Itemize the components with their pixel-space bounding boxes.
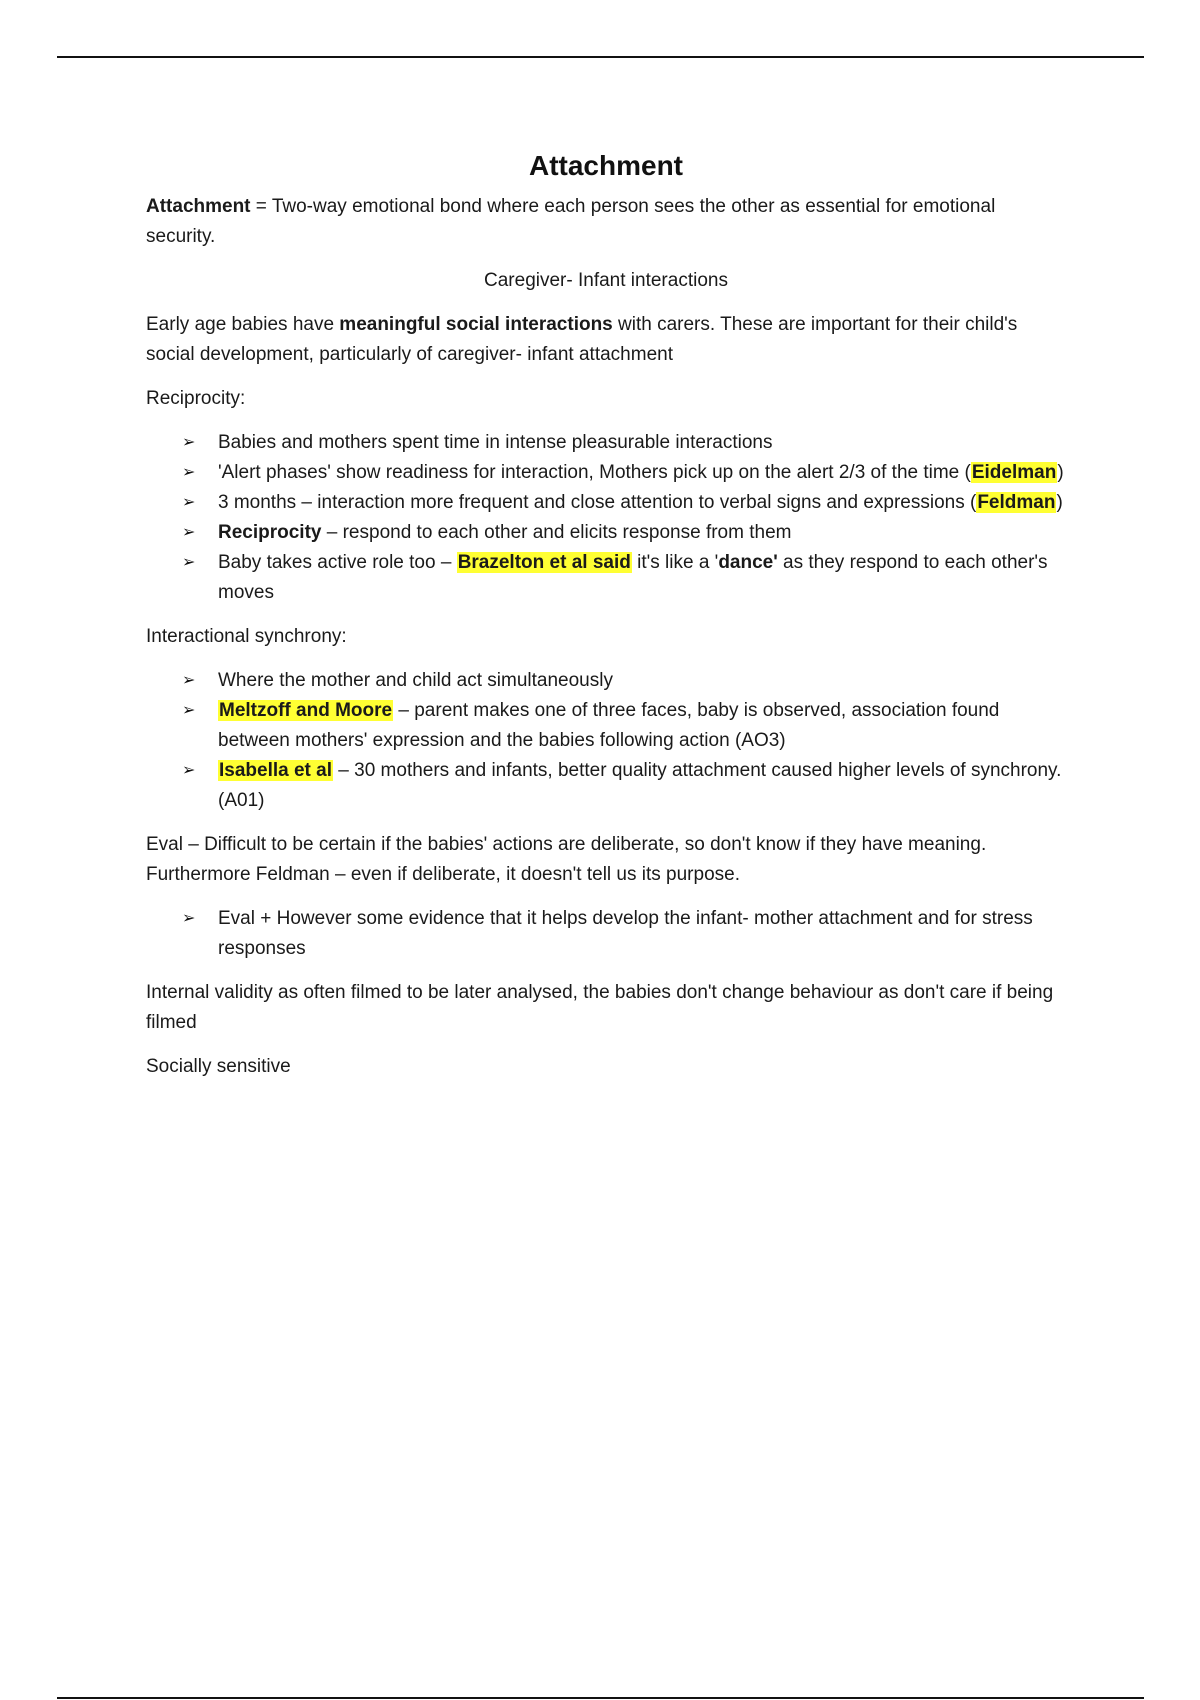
definition-paragraph: [146, 192, 1066, 252]
synchrony-label: Interactional synchrony:: [146, 626, 347, 647]
list-item: [146, 696, 1066, 756]
footer-rule: [57, 1697, 1144, 1699]
list-item-text: 3 months – interaction more frequent and close attention to verbal signs and expressions (: [218, 492, 977, 513]
bullet-arrow-icon: ➢: [182, 672, 196, 689]
list-item: [146, 756, 1066, 816]
list-item-text: ): [1057, 462, 1064, 483]
bullet-arrow-icon: ➢: [182, 434, 196, 451]
eval-paragraph: Eval – Difficult to be certain if the babies' actions are deliberate, so don't know if they have meaning. Furthermore Feldman – even if deliberate, it doesn't tell us its purpose.: [146, 834, 987, 885]
list-item-text: 'Alert phases' show readiness for interaction, Mothers pick up on the alert 2/3 of the time (: [218, 462, 971, 483]
bullet-arrow-icon: ➢: [182, 910, 196, 927]
intro-text-start: Early age babies have: [146, 314, 340, 335]
intro-bold-phrase: meaningful social interactions: [339, 314, 613, 335]
validity-paragraph: Internal validity as often filmed to be later analysed, the babies don't change behaviour as don't care if being filmed: [146, 982, 1054, 1033]
highlight-citation: Feldman: [977, 492, 1056, 513]
highlight-citation: Eidelman: [971, 462, 1057, 483]
list-item-text: Where the mother and child act simultaneously: [218, 670, 613, 691]
synchrony-list: [146, 666, 1066, 816]
definition-text: = Two-way emotional bond where each person sees the other as essential for emotional security.: [146, 196, 996, 247]
list-item-text: – 30 mothers and infants, better quality attachment caused higher levels of synchrony. (A01): [218, 760, 1062, 811]
list-item-text: – parent makes one of three faces, baby is observed, association found between mothers' expression and the babies following action (AO3): [218, 700, 1000, 751]
list-item: [146, 518, 1066, 548]
list-item-text: Eval + However some evidence that it helps develop the infant- mother attachment and for stress responses: [218, 908, 1033, 959]
bullet-arrow-icon: ➢: [182, 524, 196, 541]
list-item-bold: Reciprocity: [218, 522, 322, 543]
bullet-arrow-icon: ➢: [182, 702, 196, 719]
list-item-text: Babies and mothers spent time in intense pleasurable interactions: [218, 432, 773, 453]
highlight-citation: Brazelton et al said: [457, 552, 631, 573]
list-item: [146, 458, 1066, 488]
section-heading: Caregiver- Infant interactions: [484, 270, 728, 291]
list-item-text: it's like a ': [631, 552, 719, 573]
reciprocity-label: Reciprocity:: [146, 388, 246, 409]
intro-paragraph: [146, 310, 1066, 370]
list-item: [146, 666, 1066, 696]
intro-text-end: with carers. These are important for their child's social development, particularly of caregiver- infant attachment: [146, 314, 1018, 365]
list-item: [146, 548, 1066, 608]
list-item: [146, 904, 1066, 964]
highlight-citation: Isabella et al: [219, 760, 333, 781]
eval-list: [146, 904, 1066, 964]
list-item-text: as they respond to each other's moves: [218, 552, 1048, 603]
document-title: Attachment: [528, 150, 683, 181]
bullet-arrow-icon: ➢: [182, 554, 196, 571]
list-item: [146, 488, 1066, 518]
list-item-text: Baby takes active role too –: [218, 552, 457, 573]
bullet-arrow-icon: ➢: [182, 494, 196, 511]
document-body: [146, 146, 1066, 1096]
list-item: [146, 428, 1066, 458]
definition-term: Attachment: [146, 196, 251, 217]
bullet-arrow-icon: ➢: [182, 762, 196, 779]
bullet-arrow-icon: ➢: [182, 464, 196, 481]
reciprocity-list: [146, 428, 1066, 608]
header-rule: [57, 56, 1144, 58]
highlight-citation: Meltzoff and Moore: [219, 700, 393, 721]
list-item-text: ): [1056, 492, 1063, 513]
list-item-text: – respond to each other and elicits response from them: [321, 522, 792, 543]
socially-sensitive-paragraph: Socially sensitive: [146, 1056, 291, 1077]
list-item-bold: dance': [718, 552, 778, 573]
